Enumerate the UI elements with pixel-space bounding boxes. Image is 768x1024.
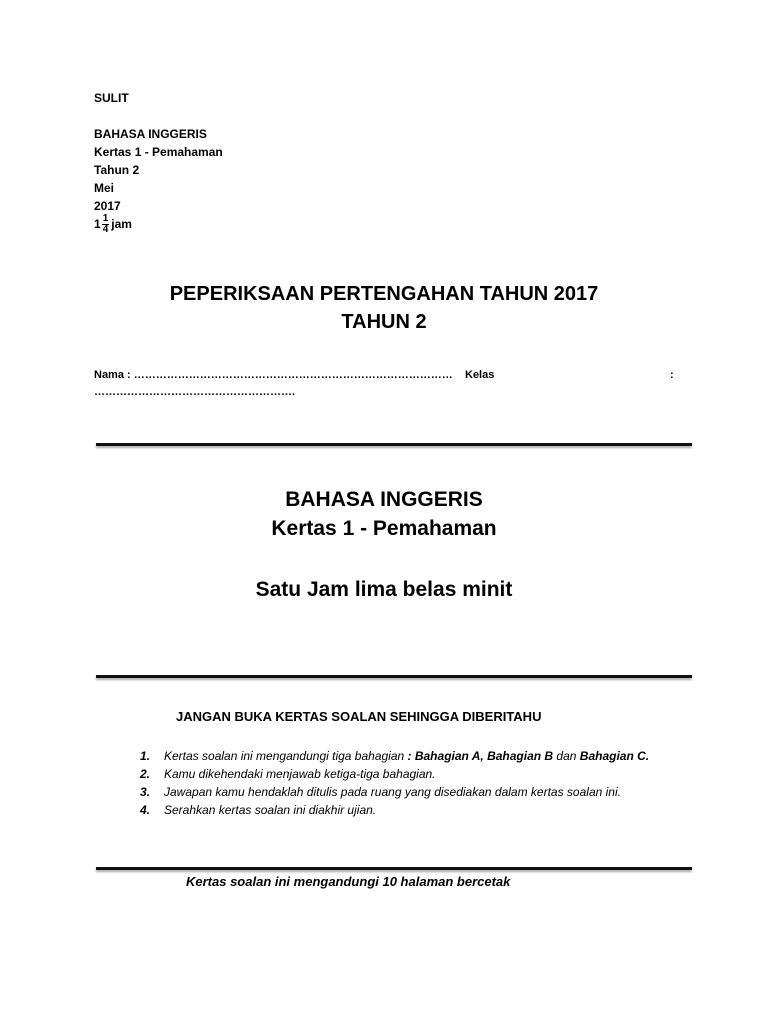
instruction-text: Jawapan kamu hendaklah ditulis pada ruang yang disediakan dalam kertas soalan ini.	[164, 785, 621, 799]
instruction-bold: Bahagian C.	[579, 749, 650, 763]
instruction-text: dan	[553, 749, 580, 763]
instruction-number: 1.	[140, 749, 151, 763]
kelas-colon: :	[670, 369, 674, 381]
instruction-number: 2.	[140, 767, 151, 781]
name-field: Nama : ……………………………………………………………………………	[94, 369, 453, 381]
exam-title-block	[0, 280, 768, 336]
warning-text: JANGAN BUKA KERTAS SOALAN SEHINGGA DIBERITAHU	[176, 709, 542, 724]
instruction-number: 3.	[140, 785, 151, 799]
kelas-label: Kelas	[465, 369, 495, 381]
duration-whole: 1	[94, 217, 101, 231]
spacer	[94, 107, 223, 125]
fraction-denominator: 4	[102, 223, 109, 235]
instruction-text: Kamu dikehendaki menjawab ketiga-tiga bahagian.	[164, 767, 436, 781]
instruction-item	[136, 747, 676, 765]
divider-rule	[96, 443, 692, 446]
header-meta	[94, 89, 223, 233]
cover-duration: Satu Jam lima belas minit	[255, 578, 513, 601]
kelas-field-dots: ……………………………………………….	[94, 386, 296, 398]
instruction-text: Serahkan kertas soalan ini diakhir ujian.	[164, 803, 377, 817]
fraction-numerator: 1	[102, 212, 109, 224]
subject-label: BAHASA INGGERIS	[94, 127, 207, 141]
divider-rule	[96, 675, 692, 678]
year-level-label: Tahun 2	[94, 163, 140, 177]
duration-unit: jam	[111, 217, 132, 231]
instruction-number: 4.	[140, 803, 151, 817]
cover-subject-block	[0, 485, 768, 543]
year-label: 2017	[94, 199, 121, 213]
instruction-list	[136, 747, 676, 819]
duration-hours	[94, 212, 132, 235]
page-count-note: Kertas soalan ini mengandungi 10 halaman bercetak	[186, 874, 511, 889]
duration-fraction	[102, 214, 110, 235]
classification-label: SULIT	[94, 91, 129, 105]
cover-subject: BAHASA INGGERIS	[285, 488, 483, 511]
divider-rule	[96, 867, 692, 870]
instruction-bold: : Bahagian A, Bahagian B	[407, 749, 554, 763]
instruction-item	[136, 801, 676, 819]
paper-label: Kertas 1 - Pemahaman	[94, 145, 223, 159]
instruction-item	[136, 765, 676, 783]
month-label: Mei	[94, 181, 115, 195]
cover-paper: Kertas 1 - Pemahaman	[271, 517, 497, 540]
exam-title: PEPERIKSAAN PERTENGAHAN TAHUN 2017	[169, 283, 599, 305]
instruction-text: Kertas soalan ini mengandungi tiga bahagian	[164, 749, 408, 763]
exam-level: TAHUN 2	[341, 311, 427, 333]
instruction-item	[136, 783, 676, 801]
